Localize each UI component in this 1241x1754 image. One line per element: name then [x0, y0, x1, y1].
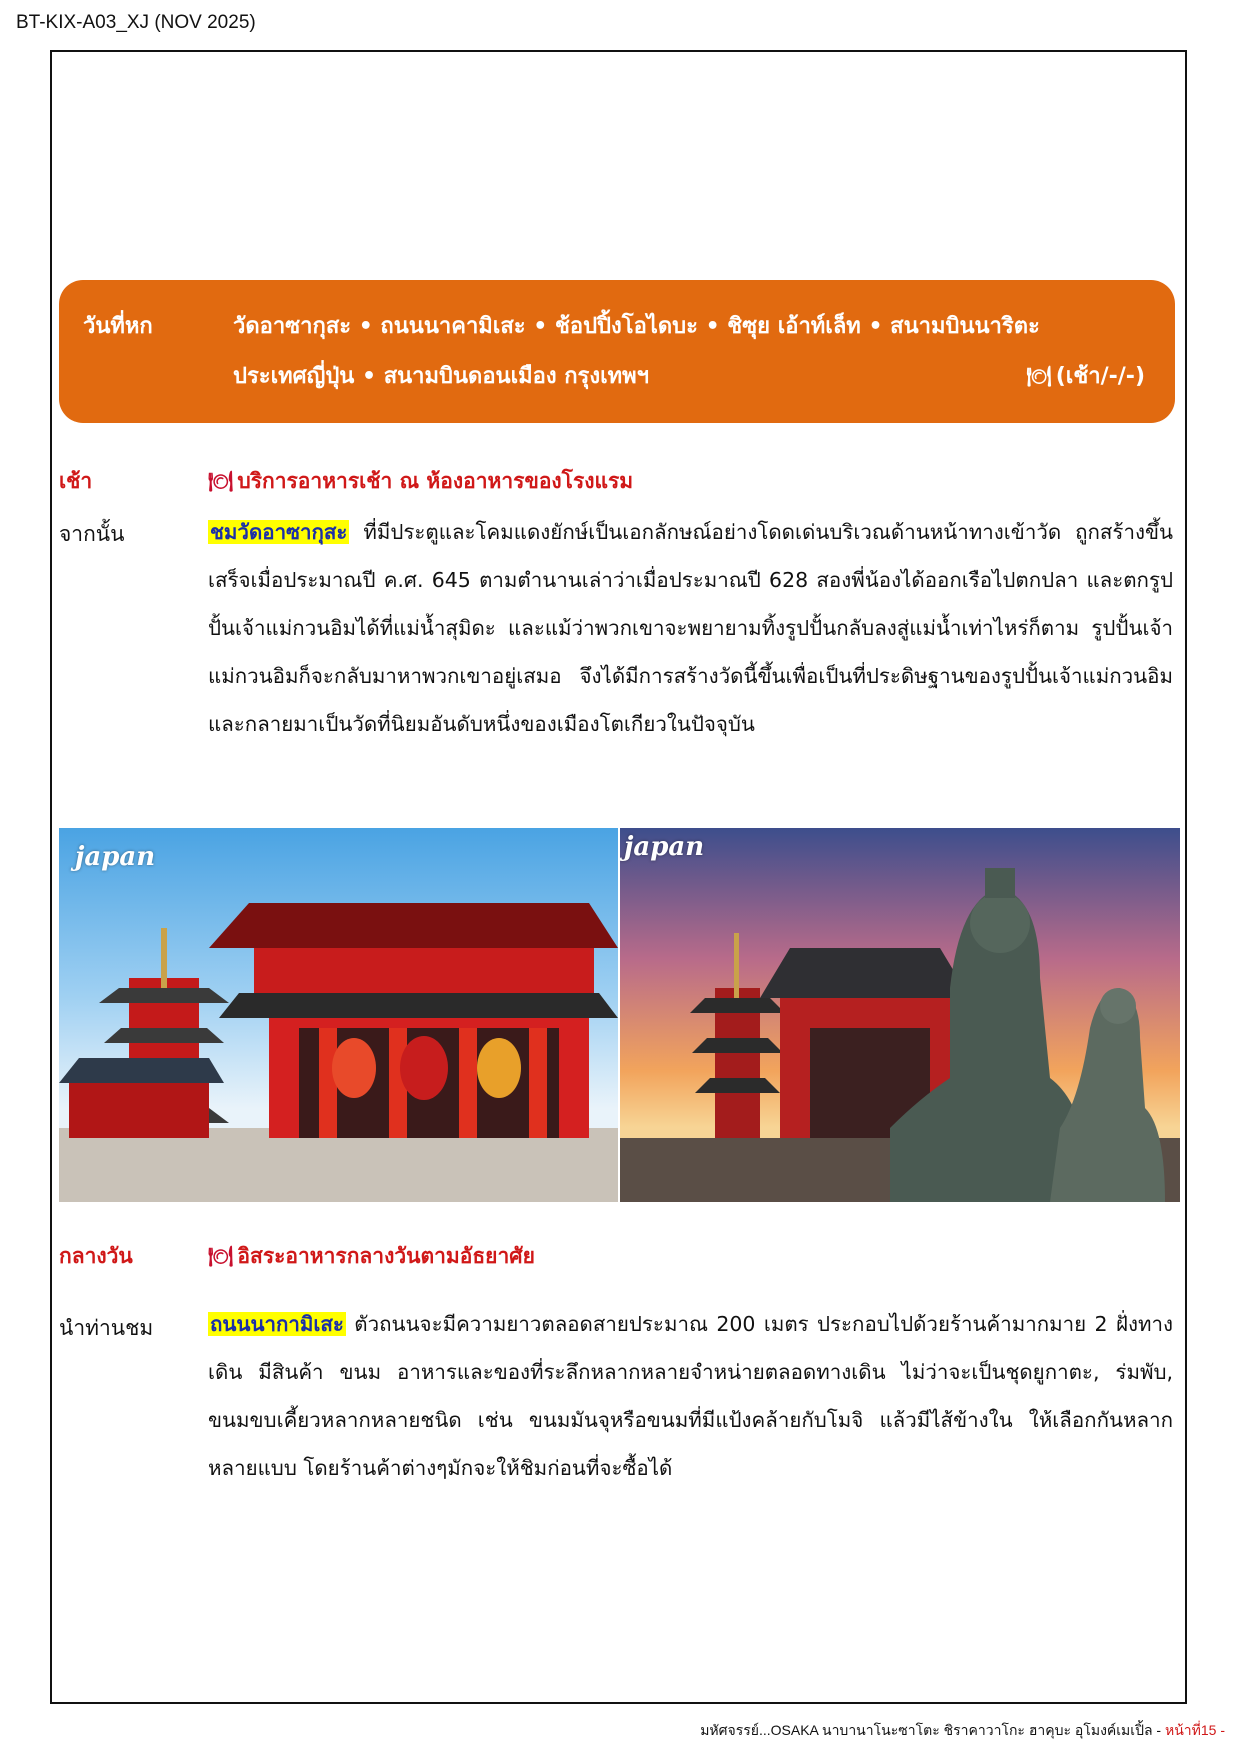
route-line-1: วัดอาซากุสะ • ถนนนาคามิเสะ • ช้อปปิ้งโอไดบะ • ชิซุย เอ้าท์เล็ท • สนามบินนาริตะ [233, 314, 1040, 339]
paragraph-asakusa-text: ที่มีประตูและโคมแดงยักษ์เป็นเอกลักษณ์อย่างโดดเด่นบริเวณด้านหน้าทางเข้าวัด ถูกสร้างขึ้นเสร็จเมื่อประมาณปี ค.ศ. 645 ตามตำนานเล่าว่าเมื่อประมาณปี 628 สองพี่น้องได้ออกเรือไปตกปลา และตกรูปปั้นเจ้าแม่กวนอิมได้ที่แม่น้ำสุมิดะ และแม้ว่าพวกเขาจะพยายามทิ้งรูปปั้นกลับลงสู่แม่น้ำเท่าไหร่ก็ตาม รูปปั้นเจ้าแม่กวนอิมก็จะกลับมาหาพวกเขาอยู่เสมอ จึงได้มีการสร้างวัดนี้ขึ้นเพื่อเป็นที่ประดิษฐานของรูปปั้นเจ้าแม่กวนอิม และกลายมาเป็นวัดที่นิยมอันดับหนึ่งของเมืองโตเกียวในปัจจุบัน [208, 520, 1173, 736]
photo-buddha-statues [620, 828, 1180, 1202]
paragraph-nakamise [208, 1300, 1173, 1492]
paragraph-asakusa [208, 508, 1173, 748]
gate-illustration [59, 828, 618, 1202]
meal-breakfast-text: บริการอาหารเช้า ณ ห้องอาหารของโรงแรม [237, 469, 634, 493]
page-number: หน้าที่15 - [1164, 1722, 1225, 1738]
footer-text: มหัศจรรย์...OSAKA นาบานาโนะซาโตะ ชิราคาวาโกะ ฮาคุบะ อุโมงค์เมเปิ้ล - [700, 1722, 1165, 1738]
place-highlight-nakamise: ถนนนากามิเสะ [210, 1312, 344, 1336]
route-line-2: ประเทศญี่ปุ่น • สนามบินดอนเมือง กรุงเทพฯ [233, 364, 649, 389]
time-label-morning: เช้า [59, 469, 93, 493]
time-label-midday: กลางวัน [59, 1244, 133, 1268]
meal-lunch-text: อิสระอาหารกลางวันตามอัธยาศัย [237, 1244, 535, 1268]
photo-watermark: japan [624, 832, 705, 862]
time-label-visit: นำท่านชม [59, 1316, 154, 1340]
temple-illustration [620, 828, 1180, 1202]
plate-cutlery-icon: 🍽 [208, 469, 234, 493]
meal-line-lunch [208, 1240, 535, 1273]
day-label: วันที่หก [83, 314, 153, 339]
paragraph-nakamise-text: ตัวถนนจะมีความยาวตลอดสายประมาณ 200 เมตร ประกอบไปด้วยร้านค้ามากมาย 2 ฝั่งทางเดิน มีสินค้า ขนม อาหารและของที่ระลึกหลากหลายจำหน่ายตลอดทางเดิน ไม่ว่าจะเป็นชุดยูกาตะ, ร่มพับ, ขนมขบเคี้ยวหลากหลายชนิด เช่น ขนมมันจุหรือขนมที่มีแป้งคล้ายกับโมจิ แล้วมีไส้ข้างใน ให้เลือกกันหลากหลายแบบ โดยร้านค้าต่างๆมักจะให้ชิมก่อนที่จะซื้อได้ [208, 1312, 1173, 1480]
plate-cutlery-icon: 🍽 [1026, 364, 1052, 388]
document-code: BT-KIX-A03_XJ (NOV 2025) [16, 12, 256, 33]
day-banner [59, 280, 1175, 423]
meal-line-breakfast [208, 465, 633, 498]
photo-kaminarimon-gate [59, 828, 618, 1202]
place-highlight-asakusa: ชมวัดอาซากุสะ [210, 520, 348, 544]
page-footer [700, 1720, 1225, 1742]
meals-summary [1026, 358, 1145, 393]
time-label-next: จากนั้น [59, 522, 125, 546]
meals-text: (เช้า/-/-) [1055, 364, 1145, 389]
photo-watermark: japan [75, 842, 156, 872]
plate-cutlery-icon: 🍽 [208, 1244, 234, 1268]
